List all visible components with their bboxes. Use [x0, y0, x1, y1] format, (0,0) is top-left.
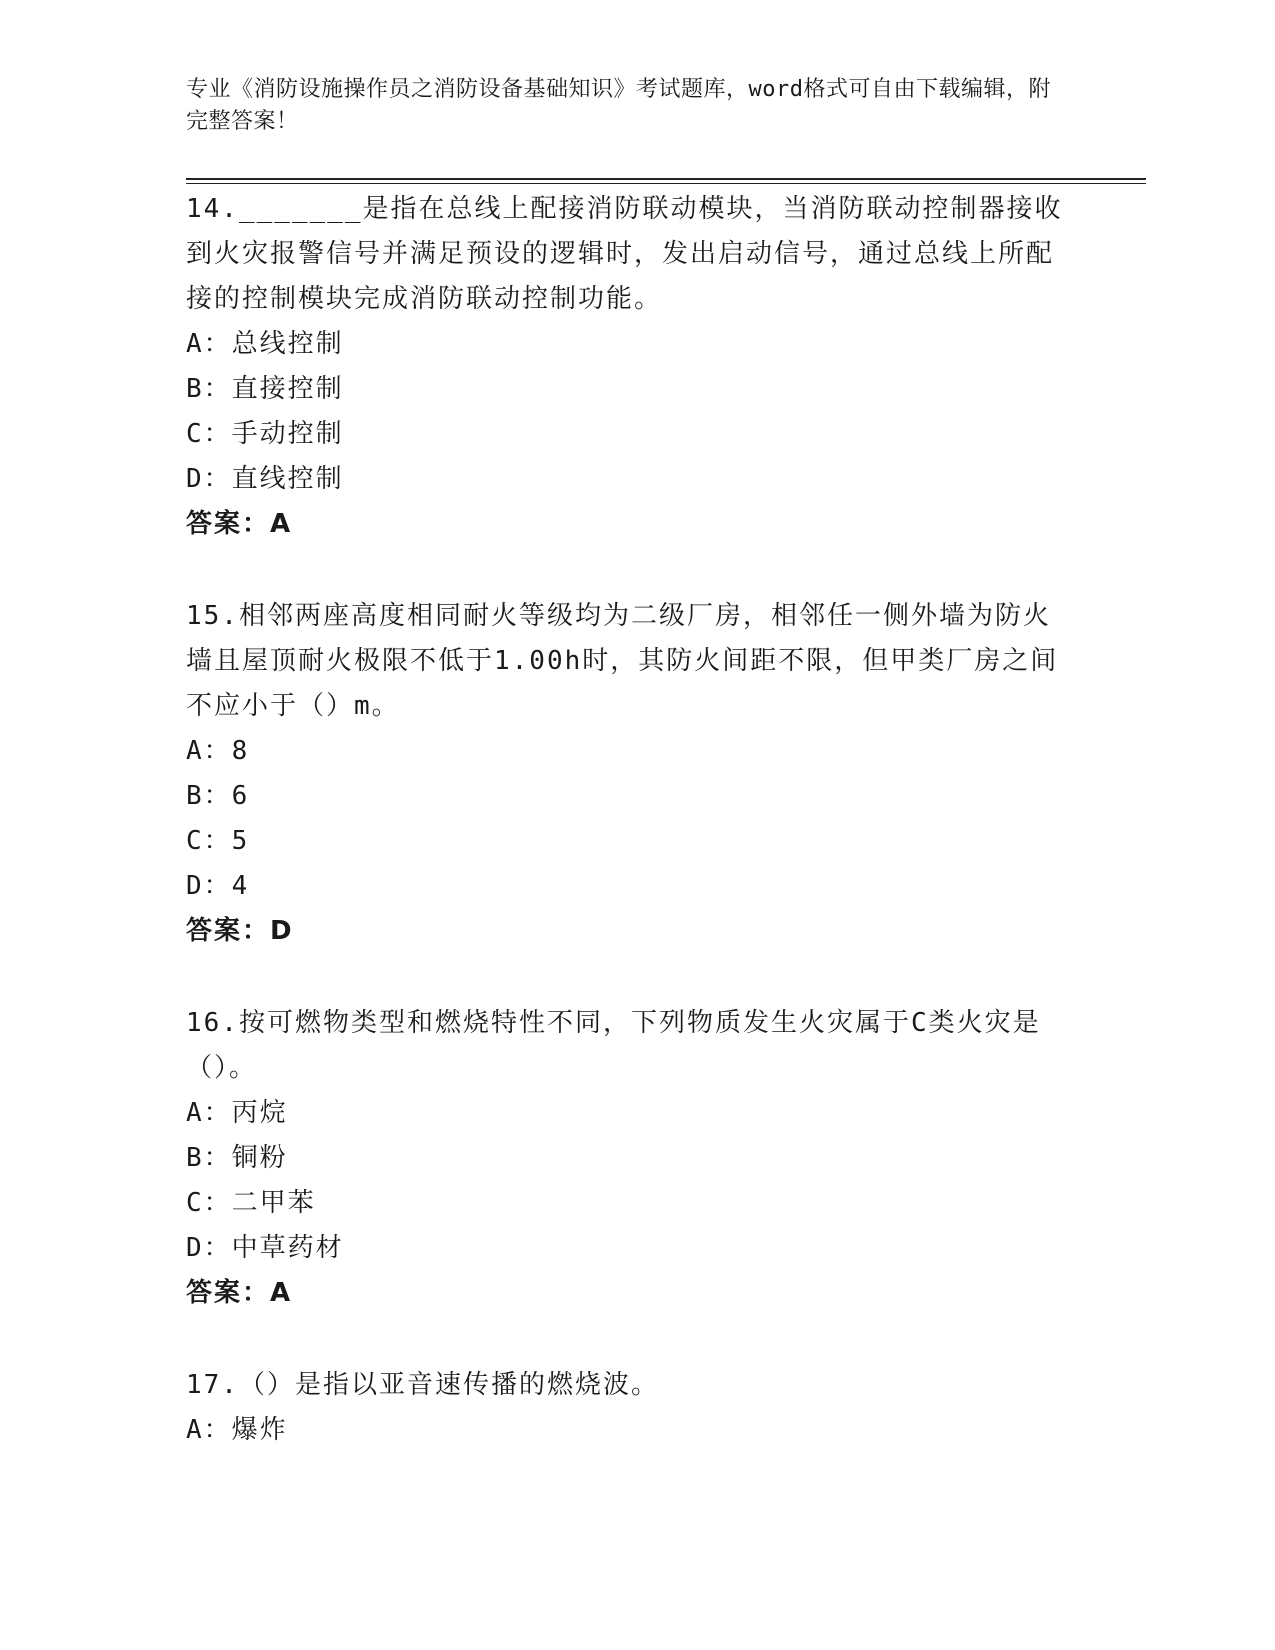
- option-d: D：4: [186, 871, 250, 901]
- option-d: D：直线控制: [186, 464, 344, 494]
- option-c: C：5: [186, 826, 250, 856]
- option-c: C：二甲苯: [186, 1188, 316, 1218]
- option-b: B：铜粉: [186, 1143, 288, 1173]
- question-17: [186, 1363, 1086, 1453]
- question-stem: 14._______是指在总线上配接消防联动模块，当消防联动控制器接收到火灾报警信号并满足预设的逻辑时，发出启动信号，通过总线上所配接的控制模块完成消防联动控制功能。: [186, 194, 1063, 314]
- question-14: [186, 187, 1086, 547]
- option-b: B：直接控制: [186, 374, 344, 404]
- question-16: [186, 1001, 1086, 1316]
- option-a: A：总线控制: [186, 329, 344, 359]
- answer-line: 答案：A: [186, 509, 293, 539]
- option-c: C：手动控制: [186, 419, 344, 449]
- document-header: 专业《消防设施操作员之消防设备基础知识》考试题库，word格式可自由下载编辑，附完整答案！: [186, 77, 1051, 134]
- option-a: A：8: [186, 736, 250, 766]
- option-d: D：中草药材: [186, 1233, 344, 1263]
- header-divider-thin: [186, 183, 1146, 184]
- question-stem: 15.相邻两座高度相同耐火等级均为二级厂房，相邻任一侧外墙为防火墙且屋顶耐火极限不低于1.00h时，其防火间距不限，但甲类厂房之间不应小于（）m。: [186, 601, 1059, 721]
- question-stem: 16.按可燃物类型和燃烧特性不同，下列物质发生火灾属于C类火灾是（）。: [186, 1008, 1041, 1083]
- option-b: B：6: [186, 781, 250, 811]
- question-list: [186, 187, 1086, 1500]
- header-divider-thick: [186, 178, 1146, 180]
- question-stem: 17.（）是指以亚音速传播的燃烧波。: [186, 1370, 659, 1400]
- answer-line: 答案：A: [186, 1278, 293, 1308]
- answer-line: 答案：D: [186, 916, 294, 946]
- option-a: A：爆炸: [186, 1415, 288, 1445]
- question-15: [186, 594, 1086, 954]
- option-a: A：丙烷: [186, 1098, 288, 1128]
